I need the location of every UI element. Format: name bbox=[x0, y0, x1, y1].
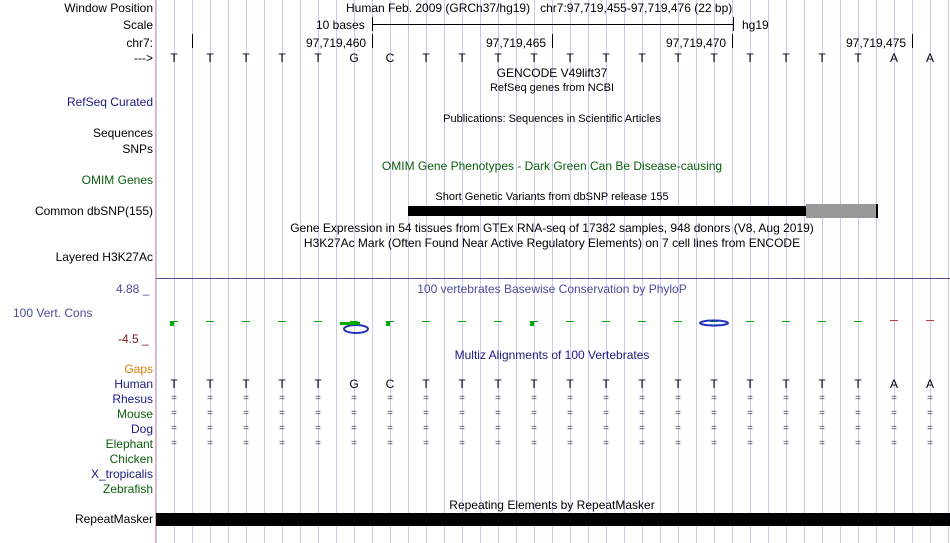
human-base-letter: T bbox=[746, 377, 754, 391]
aligned-base-mark: = bbox=[567, 423, 573, 434]
phylop-score-bar bbox=[386, 322, 390, 326]
aligned-base-mark: = bbox=[855, 438, 861, 449]
phylop-score-mark bbox=[494, 321, 502, 322]
chrom-tick-first bbox=[192, 34, 193, 48]
base-letter: T bbox=[170, 51, 178, 65]
repeatmasker-bar[interactable] bbox=[156, 513, 950, 526]
base-letter: T bbox=[602, 51, 610, 65]
aligned-base-mark: = bbox=[891, 438, 897, 449]
phylop-score-bar bbox=[530, 322, 534, 326]
aligned-base-mark: = bbox=[171, 438, 177, 449]
omim-genes-label[interactable]: OMIM Genes bbox=[81, 173, 153, 187]
phylop-plot bbox=[0, 310, 950, 338]
aligned-base-mark: = bbox=[495, 423, 501, 434]
aligned-base-mark: = bbox=[351, 438, 357, 449]
base-letter: T bbox=[746, 51, 754, 65]
human-base-letter: T bbox=[314, 377, 322, 391]
omim-track-title: OMIM Gene Phenotypes - Dark Green Can Be Disease-causing bbox=[381, 159, 723, 173]
human-base-letter: T bbox=[278, 377, 286, 391]
scale-label: Scale bbox=[122, 18, 153, 32]
phylop-max-label: 4.88 _ bbox=[116, 282, 150, 296]
chrom-tick-label: 97,719,475 bbox=[846, 36, 907, 50]
species-zebrafish-label[interactable]: Zebrafish bbox=[102, 482, 153, 496]
base-letter: T bbox=[710, 51, 718, 65]
phylop-score-mark bbox=[746, 321, 754, 322]
aligned-base-mark: = bbox=[279, 423, 285, 434]
phylop-score-mark bbox=[278, 321, 286, 322]
repeatmasker-label[interactable]: RepeatMasker bbox=[74, 512, 153, 526]
aligned-base-mark: = bbox=[279, 408, 285, 419]
base-letter: T bbox=[566, 51, 574, 65]
phylop-score-mark bbox=[782, 321, 790, 322]
aligned-base-mark: = bbox=[171, 393, 177, 404]
phylop-label[interactable]: 100 Vert. Cons bbox=[13, 306, 93, 320]
base-letter: T bbox=[242, 51, 250, 65]
base-letter: T bbox=[818, 51, 826, 65]
aligned-base-mark: = bbox=[495, 408, 501, 419]
aligned-base-mark: = bbox=[675, 423, 681, 434]
phylop-score-mark bbox=[890, 320, 898, 321]
aligned-base-mark: = bbox=[351, 408, 357, 419]
aligned-base-mark: = bbox=[315, 408, 321, 419]
aligned-base-mark: = bbox=[495, 438, 501, 449]
human-base-letter: A bbox=[889, 377, 898, 391]
aligned-base-mark: = bbox=[243, 393, 249, 404]
human-base-letter: T bbox=[782, 377, 790, 391]
scale-bar-right-tick bbox=[733, 17, 734, 31]
aligned-base-mark: = bbox=[747, 423, 753, 434]
aligned-base-mark: = bbox=[783, 408, 789, 419]
human-base-letter: T bbox=[818, 377, 826, 391]
aligned-base-mark: = bbox=[855, 423, 861, 434]
gaps-label[interactable]: Gaps bbox=[124, 362, 153, 376]
aligned-base-mark: = bbox=[207, 438, 213, 449]
phylop-score-mark bbox=[854, 321, 862, 322]
base-letter: T bbox=[494, 51, 502, 65]
scale-bar-left-tick bbox=[372, 17, 373, 31]
h3k27ac-track-title: H3K27Ac Mark (Often Found Near Active Regulatory Elements) on 7 cell lines from ENCODE bbox=[303, 236, 801, 250]
human-base-letter: T bbox=[170, 377, 178, 391]
phylop-score-mark bbox=[170, 321, 178, 322]
human-base-letter: T bbox=[638, 377, 646, 391]
species-human-label[interactable]: Human bbox=[114, 377, 153, 391]
aligned-base-mark: = bbox=[531, 408, 537, 419]
aligned-base-mark: = bbox=[603, 438, 609, 449]
phylop-score-mark bbox=[566, 321, 574, 322]
aligned-base-mark: = bbox=[315, 423, 321, 434]
strand-label: ---> bbox=[134, 51, 153, 65]
chrom-label: chr7: bbox=[126, 36, 153, 50]
aligned-base-mark: = bbox=[459, 423, 465, 434]
base-letter: T bbox=[278, 51, 286, 65]
aligned-base-mark: = bbox=[207, 423, 213, 434]
scale-bases-text: 10 bases bbox=[316, 18, 365, 32]
base-letter: T bbox=[674, 51, 682, 65]
phylop-score-mark bbox=[638, 321, 646, 322]
aligned-base-mark: = bbox=[387, 423, 393, 434]
human-base-letter: T bbox=[206, 377, 214, 391]
snps-label[interactable]: SNPs bbox=[122, 142, 153, 156]
aligned-base-mark: = bbox=[603, 408, 609, 419]
aligned-base-mark: = bbox=[891, 393, 897, 404]
aligned-base-mark: = bbox=[747, 393, 753, 404]
multiz-track-title: Multiz Alignments of 100 Vertebrates bbox=[454, 348, 650, 362]
chrom-tick-mark bbox=[732, 34, 733, 48]
aligned-base-mark: = bbox=[891, 408, 897, 419]
phylop-score-mark bbox=[458, 321, 466, 322]
phylop-negative-glyph bbox=[344, 325, 368, 333]
species-xtropicalis-label[interactable]: X_tropicalis bbox=[90, 467, 153, 481]
human-base-letter: T bbox=[674, 377, 682, 391]
species-mouse-label[interactable]: Mouse bbox=[116, 407, 153, 421]
chrom-tick-label: 97,719,470 bbox=[666, 36, 727, 50]
base-letter: T bbox=[314, 51, 322, 65]
aligned-base-mark: = bbox=[639, 423, 645, 434]
aligned-base-mark: = bbox=[927, 438, 933, 449]
aligned-base-mark: = bbox=[567, 393, 573, 404]
aligned-base-mark: = bbox=[459, 393, 465, 404]
aligned-base-mark: = bbox=[279, 393, 285, 404]
aligned-base-mark: = bbox=[639, 408, 645, 419]
dbsnp-label[interactable]: Common dbSNP(155) bbox=[34, 204, 153, 218]
aligned-base-mark: = bbox=[279, 438, 285, 449]
window-position-label: Window Position bbox=[64, 1, 153, 15]
aligned-base-mark: = bbox=[423, 393, 429, 404]
human-base-letter: T bbox=[422, 377, 430, 391]
phylop-score-mark bbox=[422, 321, 430, 322]
aligned-base-mark: = bbox=[783, 438, 789, 449]
aligned-base-mark: = bbox=[423, 438, 429, 449]
phylop-score-mark bbox=[674, 321, 682, 322]
scale-assembly-text: hg19 bbox=[742, 18, 769, 32]
phylop-score-mark bbox=[386, 321, 394, 322]
phylop-score-bar bbox=[340, 322, 360, 325]
base-letter: T bbox=[530, 51, 538, 65]
aligned-base-mark: = bbox=[315, 438, 321, 449]
human-base-letter: T bbox=[494, 377, 502, 391]
phylop-min-label: -4.5 _ bbox=[118, 332, 149, 346]
aligned-base-mark: = bbox=[639, 438, 645, 449]
species-elephant-label[interactable]: Elephant bbox=[105, 437, 153, 451]
aligned-base-mark: = bbox=[819, 438, 825, 449]
aligned-base-mark: = bbox=[531, 393, 537, 404]
aligned-base-mark: = bbox=[351, 423, 357, 434]
window-position-value: Human Feb. 2009 (GRCh37/hg19) chr7:97,719,455-97,719,476 (22 bp) bbox=[346, 1, 733, 15]
aligned-base-mark: = bbox=[423, 408, 429, 419]
aligned-base-mark: = bbox=[207, 408, 213, 419]
chrom-tick-mark bbox=[912, 34, 913, 48]
dbsnp-variant-highlight bbox=[806, 204, 878, 218]
aligned-base-mark: = bbox=[927, 423, 933, 434]
base-letter: T bbox=[458, 51, 466, 65]
refseq-curated-label[interactable]: RefSeq Curated bbox=[66, 95, 153, 109]
phylop-score-mark bbox=[818, 321, 826, 322]
human-base-letter: T bbox=[530, 377, 538, 391]
aligned-base-mark: = bbox=[711, 393, 717, 404]
species-chicken-label[interactable]: Chicken bbox=[109, 452, 153, 466]
aligned-base-mark: = bbox=[711, 408, 717, 419]
aligned-base-mark: = bbox=[675, 393, 681, 404]
label-divider bbox=[155, 0, 156, 543]
aligned-base-mark: = bbox=[783, 393, 789, 404]
phylop-score-mark bbox=[530, 321, 538, 322]
aligned-base-mark: = bbox=[675, 408, 681, 419]
aligned-base-mark: = bbox=[351, 393, 357, 404]
species-dog-label[interactable]: Dog bbox=[130, 422, 153, 436]
human-base-letter: T bbox=[710, 377, 718, 391]
aligned-base-mark: = bbox=[891, 423, 897, 434]
aligned-base-mark: = bbox=[459, 438, 465, 449]
phylop-score-mark bbox=[242, 321, 250, 322]
aligned-base-mark: = bbox=[567, 408, 573, 419]
aligned-base-mark: = bbox=[387, 393, 393, 404]
human-base-letter: T bbox=[566, 377, 574, 391]
chrom-tick-label: 97,719,460 bbox=[306, 36, 367, 50]
phylop-score-mark bbox=[206, 321, 214, 322]
chrom-tick-mark bbox=[372, 34, 373, 48]
human-base-letter: T bbox=[458, 377, 466, 391]
phylop-score-mark bbox=[314, 321, 322, 322]
human-base-letter: T bbox=[602, 377, 610, 391]
repeatmasker-track-title: Repeating Elements by RepeatMasker bbox=[449, 498, 655, 512]
aligned-base-mark: = bbox=[495, 393, 501, 404]
aligned-base-mark: = bbox=[819, 393, 825, 404]
base-letter: G bbox=[349, 51, 359, 65]
aligned-base-mark: = bbox=[927, 408, 933, 419]
aligned-base-mark: = bbox=[243, 408, 249, 419]
aligned-base-mark: = bbox=[747, 438, 753, 449]
base-letter: T bbox=[206, 51, 214, 65]
base-letter: A bbox=[889, 51, 898, 65]
phylop-track-title: 100 vertebrates Basewise Conservation by PhyloP bbox=[417, 282, 687, 296]
h3k27ac-label[interactable]: Layered H3K27Ac bbox=[55, 250, 153, 264]
base-letter: T bbox=[782, 51, 790, 65]
phylop-score-mark bbox=[350, 321, 358, 322]
aligned-base-mark: = bbox=[639, 393, 645, 404]
gencode-track-title[interactable]: GENCODE V49lift37 bbox=[496, 66, 608, 80]
aligned-base-mark: = bbox=[207, 393, 213, 404]
refseq-track-subtitle: RefSeq genes from NCBI bbox=[489, 82, 615, 94]
human-base-letter: T bbox=[242, 377, 250, 391]
human-base-letter: C bbox=[385, 377, 395, 391]
aligned-base-mark: = bbox=[711, 423, 717, 434]
aligned-base-mark: = bbox=[387, 438, 393, 449]
base-letter: T bbox=[854, 51, 862, 65]
human-base-letter: A bbox=[925, 377, 934, 391]
publications-track-title: Publications: Sequences in Scientific Articles bbox=[443, 113, 661, 125]
scale-bar bbox=[372, 24, 733, 25]
gtex-track-title: Gene Expression in 54 tissues from GTEx RNA-seq of 17382 samples, 948 donors (V8, Aug 2019) bbox=[290, 221, 814, 235]
aligned-base-mark: = bbox=[603, 423, 609, 434]
phylop-score-mark bbox=[926, 320, 934, 321]
aligned-base-mark: = bbox=[423, 423, 429, 434]
aligned-base-mark: = bbox=[243, 438, 249, 449]
aligned-base-mark: = bbox=[531, 438, 537, 449]
chrom-tick-mark bbox=[552, 34, 553, 48]
human-base-letter: T bbox=[854, 377, 862, 391]
human-base-letter: G bbox=[349, 377, 359, 391]
base-letter: T bbox=[422, 51, 430, 65]
aligned-base-mark: = bbox=[855, 408, 861, 419]
h3k27ac-baseline bbox=[156, 278, 950, 279]
aligned-base-mark: = bbox=[819, 408, 825, 419]
aligned-base-mark: = bbox=[603, 393, 609, 404]
chrom-tick-label: 97,719,465 bbox=[486, 36, 547, 50]
dbsnp-track-title: Short Genetic Variants from dbSNP release 155 bbox=[435, 191, 669, 203]
aligned-base-mark: = bbox=[927, 393, 933, 404]
phylop-score-mark bbox=[602, 321, 610, 322]
aligned-base-mark: = bbox=[315, 393, 321, 404]
species-rhesus-label[interactable]: Rhesus bbox=[112, 392, 153, 406]
phylop-negative-glyph bbox=[700, 321, 728, 326]
phylop-score-bar bbox=[170, 322, 174, 326]
base-letter: T bbox=[638, 51, 646, 65]
aligned-base-mark: = bbox=[171, 423, 177, 434]
aligned-base-mark: = bbox=[855, 393, 861, 404]
base-letter: C bbox=[385, 51, 395, 65]
aligned-base-mark: = bbox=[243, 423, 249, 434]
aligned-base-mark: = bbox=[819, 423, 825, 434]
aligned-base-mark: = bbox=[711, 438, 717, 449]
aligned-base-mark: = bbox=[459, 408, 465, 419]
aligned-base-mark: = bbox=[567, 438, 573, 449]
aligned-base-mark: = bbox=[531, 423, 537, 434]
sequences-label[interactable]: Sequences bbox=[92, 126, 153, 140]
base-letter: A bbox=[925, 51, 934, 65]
aligned-base-mark: = bbox=[747, 408, 753, 419]
aligned-base-mark: = bbox=[675, 438, 681, 449]
aligned-base-mark: = bbox=[387, 408, 393, 419]
aligned-base-mark: = bbox=[783, 423, 789, 434]
aligned-base-mark: = bbox=[171, 408, 177, 419]
